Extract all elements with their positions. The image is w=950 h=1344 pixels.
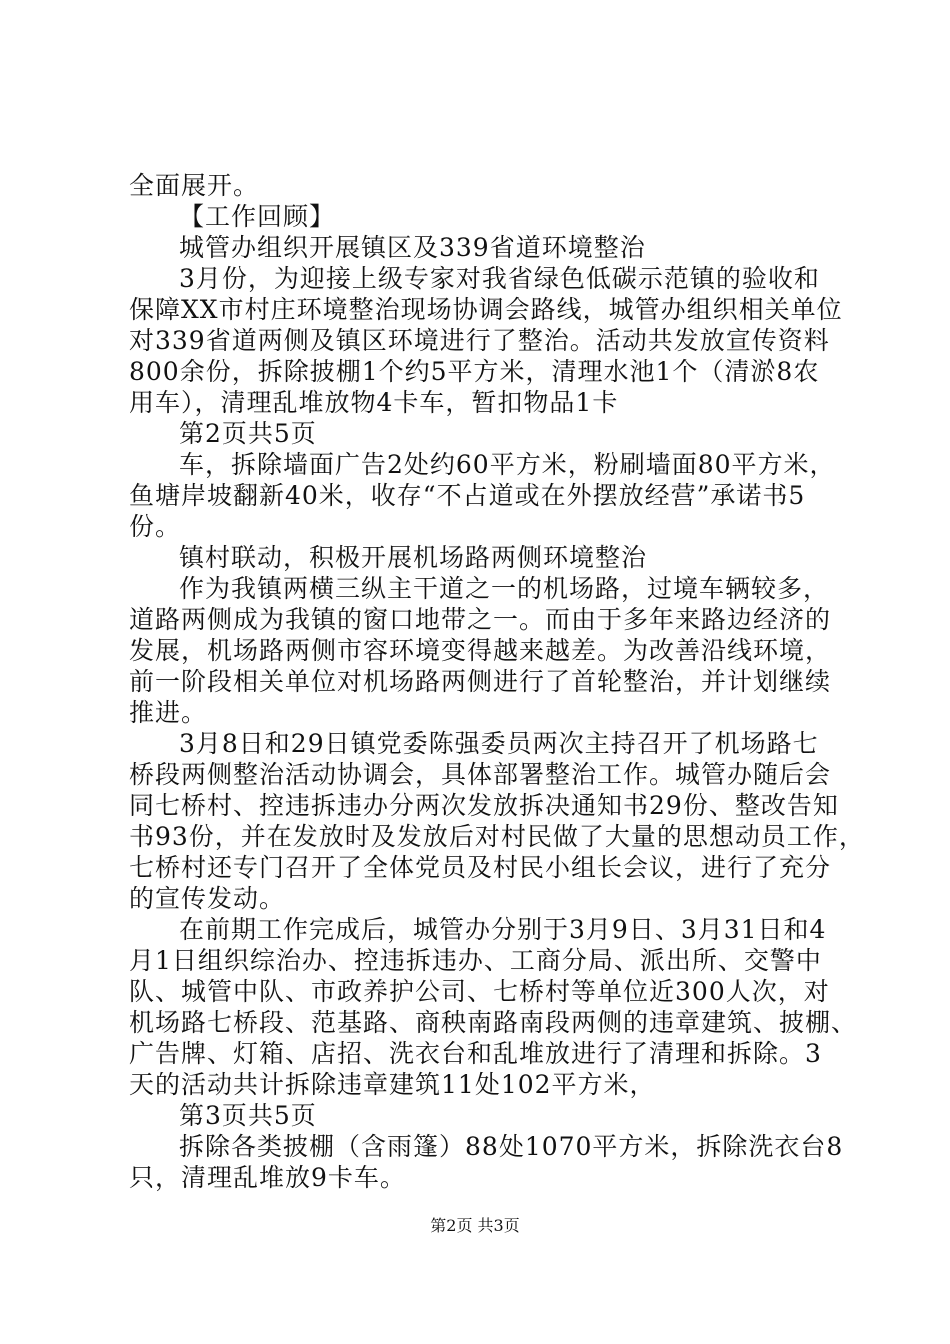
text-line: 在前期工作完成后，城管办分别于3月9日、3月31日和4 bbox=[179, 915, 827, 944]
text-line: 书93份，并在发放时及发放后对村民做了大量的思想动员工作， bbox=[129, 822, 865, 851]
text-line: 的宣传发动。 bbox=[129, 884, 286, 913]
text-line: 保障XX市村庄环境整治现场协调会路线，城管办组织相关单位 bbox=[129, 295, 843, 324]
document-body bbox=[129, 170, 865, 1193]
text-line: 只，清理乱堆放9卡车。 bbox=[129, 1163, 406, 1192]
text-line: 3月8日和29日镇党委陈强委员两次主持召开了机场路七 bbox=[179, 729, 819, 758]
text-line: 月1日组织综治办、控违拆违办、工商分局、派出所、交警中 bbox=[129, 946, 822, 975]
text-line: 作为我镇两横三纵主干道之一的机场路，过境车辆较多， bbox=[179, 574, 830, 603]
text-line: 推进。 bbox=[129, 698, 208, 727]
text-line: 份。 bbox=[129, 512, 182, 541]
text-line: 全面展开。 bbox=[129, 171, 260, 200]
text-line: 【工作回顾】 bbox=[179, 202, 336, 231]
text-line: 机场路七桥段、范基路、商秧南路南段两侧的违章建筑、披棚、 bbox=[129, 1008, 858, 1037]
text-line: 天的活动共计拆除违章建筑11处102平方米， bbox=[129, 1070, 656, 1099]
text-line: 第2页共5页 bbox=[179, 419, 317, 448]
text-line: 桥段两侧整治活动协调会，具体部署整治工作。城管办随后会 bbox=[129, 760, 832, 789]
page-footer: 第2页 共3页 bbox=[430, 1216, 520, 1235]
text-line: 发展，机场路两侧市容环境变得越来越差。为改善沿线环境， bbox=[129, 636, 832, 665]
text-line: 800余份，拆除披棚1个约5平方米，清理水池1个（清淤8农 bbox=[129, 357, 820, 386]
text-line: 前一阶段相关单位对机场路两侧进行了首轮整治，并计划继续 bbox=[129, 667, 832, 696]
text-line: 拆除各类披棚（含雨篷）88处1070平方米，拆除洗衣台8 bbox=[179, 1132, 844, 1161]
text-line: 七桥村还专门召开了全体党员及村民小组长会议，进行了充分 bbox=[129, 853, 832, 882]
text-line: 镇村联动，积极开展机场路两侧环境整治 bbox=[179, 543, 648, 572]
text-line: 第3页共5页 bbox=[179, 1101, 317, 1130]
text-line: 道路两侧成为我镇的窗口地带之一。而由于多年来路边经济的 bbox=[129, 605, 832, 634]
text-line: 车，拆除墙面广告2处约60平方米，粉刷墙面80平方米， bbox=[179, 450, 836, 479]
text-line: 队、城管中队、市政养护公司、七桥村等单位近300人次，对 bbox=[129, 977, 830, 1006]
text-line: 用车），清理乱堆放物4卡车，暂扣物品1卡 bbox=[129, 388, 619, 417]
text-line: 鱼塘岸坡翻新40米，收存“不占道或在外摆放经营”承诺书5 bbox=[129, 481, 806, 510]
text-line: 广告牌、灯箱、店招、洗衣台和乱堆放进行了清理和拆除。3 bbox=[129, 1039, 822, 1068]
text-line: 对339省道两侧及镇区环境进行了整治。活动共发放宣传资料 bbox=[129, 326, 830, 355]
text-line: 同七桥村、控违拆违办分两次发放拆决通知书29份、整改告知 bbox=[129, 791, 839, 820]
text-line: 城管办组织开展镇区及339省道环境整治 bbox=[179, 233, 646, 262]
text-line: 3月份，为迎接上级专家对我省绿色低碳示范镇的验收和 bbox=[179, 264, 820, 293]
